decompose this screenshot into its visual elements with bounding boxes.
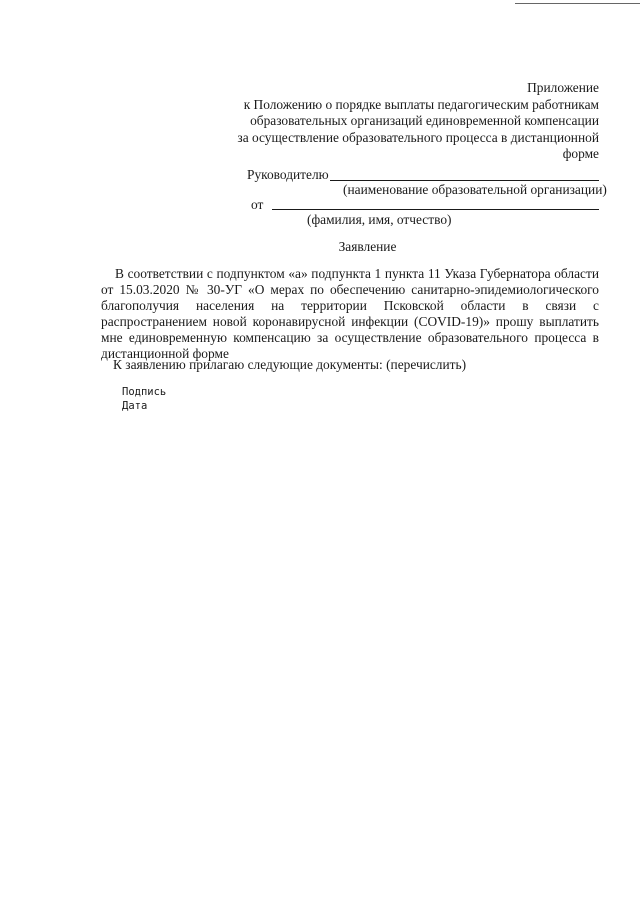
statement-body — [101, 266, 599, 362]
appendix-line: форме — [562, 146, 599, 161]
scan-edge-line — [515, 3, 640, 4]
addressee-to-label: Руководителю — [247, 167, 329, 182]
addressee-from-field[interactable] — [272, 209, 599, 210]
appendix-line: за осуществление образовательного процесса в дистанционной — [237, 129, 599, 145]
appendix-line: образовательных организаций единовременной компенсации — [250, 113, 599, 128]
addressee-from-label: от — [251, 197, 264, 212]
addressee-to-caption: (наименование образовательной организации) — [343, 182, 607, 197]
addressee-to-field[interactable] — [330, 180, 599, 181]
date-label: Дата — [122, 400, 148, 412]
appendix-line: к Положению о порядке выплаты педагогическим работникам — [243, 96, 599, 112]
statement-text: В соответствии с подпунктом «а» подпункта 1 пункта 11 Указа Губернатора области от 15.03.2020 № 30-УГ «О мерах по обеспечению санитарно-эпидемиологического благополучия населения на территории Псковской области в связи с распространением новой коронавирусной инфекции (COVID-19)» прошу выплатить мне единовременную компенсацию за осуществление образовательного процесса в дистанционной форме — [101, 266, 599, 361]
signature-label: Подпись — [122, 386, 167, 398]
attachments-line: К заявлению прилагаю следующие документы: (перечислить) — [113, 357, 467, 372]
appendix-title: Приложение — [527, 80, 599, 95]
document-heading: Заявление — [338, 239, 397, 254]
appendix-block — [179, 80, 599, 163]
addressee-from-caption: (фамилия, имя, отчество) — [307, 212, 452, 227]
